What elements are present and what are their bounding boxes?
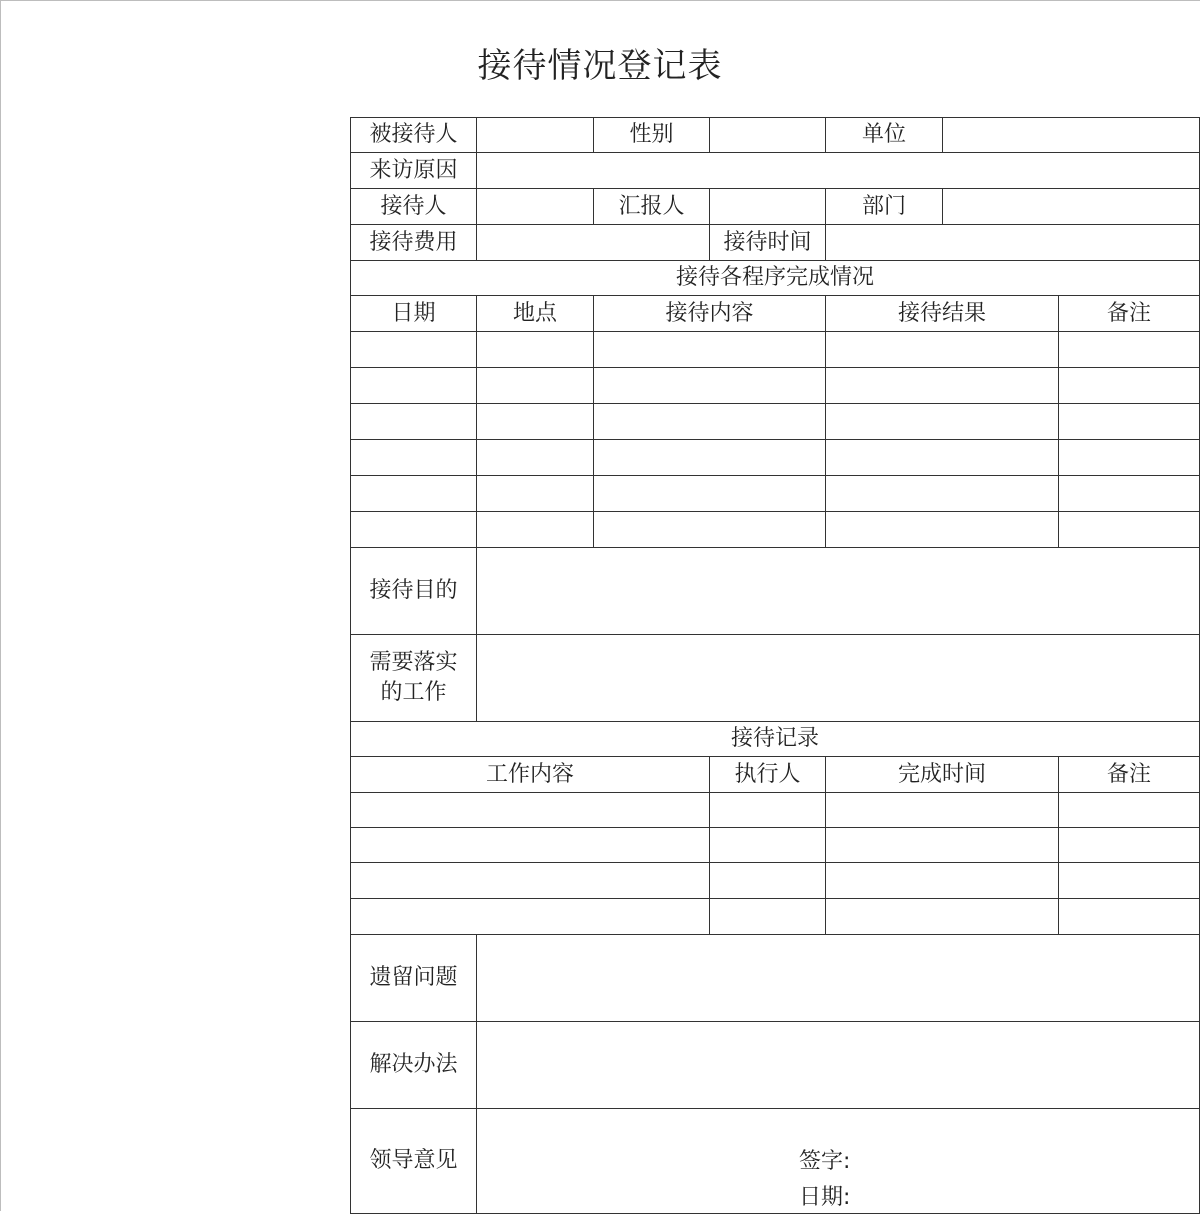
tasks-label-line2: 的工作	[380, 680, 447, 705]
record-header-completion-time: 完成时间	[826, 757, 1059, 793]
procedure-cell-notes[interactable]	[1059, 368, 1200, 404]
cost-label: 接待费用	[351, 225, 477, 261]
procedure-cell-location[interactable]	[477, 476, 594, 512]
procedure-cell-date[interactable]	[351, 440, 477, 476]
record-cell-completion-time[interactable]	[826, 899, 1059, 935]
unit-field[interactable]	[943, 118, 1200, 153]
procedure-cell-notes[interactable]	[1059, 512, 1200, 548]
tasks-field[interactable]	[477, 635, 1200, 722]
procedure-cell-date[interactable]	[351, 512, 477, 548]
procedure-header-content: 接待内容	[594, 296, 826, 332]
procedure-cell-notes[interactable]	[1059, 440, 1200, 476]
procedure-cell-content[interactable]	[594, 368, 826, 404]
record-section-title: 接待记录	[351, 722, 1200, 757]
procedure-cell-date[interactable]	[351, 332, 477, 368]
solution-label: 解决办法	[351, 1022, 477, 1109]
procedure-row	[351, 332, 1200, 368]
record-row	[351, 793, 1200, 828]
visitor-field[interactable]	[477, 118, 594, 153]
record-row	[351, 828, 1200, 863]
procedure-cell-content[interactable]	[594, 404, 826, 440]
record-cell-notes[interactable]	[1059, 828, 1200, 863]
procedure-row	[351, 476, 1200, 512]
procedure-row	[351, 512, 1200, 548]
procedure-section-title: 接待各程序完成情况	[351, 261, 1200, 296]
procedure-cell-date[interactable]	[351, 476, 477, 512]
procedure-header-date: 日期	[351, 296, 477, 332]
signature-area	[477, 1109, 1199, 1213]
procedure-cell-date[interactable]	[351, 404, 477, 440]
procedure-cell-notes[interactable]	[1059, 476, 1200, 512]
tasks-label	[351, 635, 477, 722]
record-cell-executor[interactable]	[710, 899, 826, 935]
record-header-executor: 执行人	[710, 757, 826, 793]
procedure-cell-content[interactable]	[594, 440, 826, 476]
signature-label: 签字:	[799, 1149, 851, 1174]
solution-field[interactable]	[477, 1022, 1200, 1109]
procedure-cell-content[interactable]	[594, 476, 826, 512]
procedure-header-result: 接待结果	[826, 296, 1059, 332]
procedure-cell-result[interactable]	[826, 476, 1059, 512]
purpose-label: 接待目的	[351, 548, 477, 635]
procedure-row	[351, 440, 1200, 476]
procedure-header-location: 地点	[477, 296, 594, 332]
cost-field[interactable]	[477, 225, 710, 261]
procedure-cell-content[interactable]	[594, 332, 826, 368]
reason-field[interactable]	[477, 153, 1200, 189]
reporter-field[interactable]	[710, 189, 826, 225]
department-label: 部门	[826, 189, 943, 225]
purpose-field[interactable]	[477, 548, 1200, 635]
procedure-cell-location[interactable]	[477, 404, 594, 440]
procedure-cell-date[interactable]	[351, 368, 477, 404]
receiver-label: 接待人	[351, 189, 477, 225]
procedure-cell-result[interactable]	[826, 404, 1059, 440]
record-cell-notes[interactable]	[1059, 899, 1200, 935]
record-cell-completion-time[interactable]	[826, 863, 1059, 899]
record-cell-completion-time[interactable]	[826, 828, 1059, 863]
unit-label: 单位	[826, 118, 943, 153]
form-title: 接待情况登记表	[477, 46, 723, 86]
visitor-label: 被接待人	[351, 118, 477, 153]
time-label: 接待时间	[710, 225, 826, 261]
procedure-cell-location[interactable]	[477, 440, 594, 476]
procedure-cell-result[interactable]	[826, 368, 1059, 404]
gender-label: 性别	[594, 118, 710, 153]
record-cell-notes[interactable]	[1059, 793, 1200, 828]
procedure-cell-notes[interactable]	[1059, 332, 1200, 368]
date-label: 日期:	[799, 1185, 851, 1210]
procedure-header-notes: 备注	[1059, 296, 1200, 332]
issues-field[interactable]	[477, 935, 1200, 1022]
procedure-cell-result[interactable]	[826, 332, 1059, 368]
procedure-row	[351, 404, 1200, 440]
record-header-notes: 备注	[1059, 757, 1200, 793]
record-cell-completion-time[interactable]	[826, 793, 1059, 828]
record-row	[351, 899, 1200, 935]
record-header-work: 工作内容	[351, 757, 710, 793]
issues-label: 遗留问题	[351, 935, 477, 1022]
time-field[interactable]	[826, 225, 1200, 261]
record-cell-work[interactable]	[351, 828, 710, 863]
record-cell-executor[interactable]	[710, 793, 826, 828]
tasks-label-line1: 需要落实	[369, 650, 458, 676]
leader-label: 领导意见	[351, 1109, 477, 1214]
procedure-cell-location[interactable]	[477, 512, 594, 548]
leader-opinion-field[interactable]	[477, 1109, 1200, 1214]
procedure-cell-location[interactable]	[477, 332, 594, 368]
procedure-cell-location[interactable]	[477, 368, 594, 404]
procedure-cell-result[interactable]	[826, 512, 1059, 548]
receiver-field[interactable]	[477, 189, 594, 225]
record-cell-work[interactable]	[351, 793, 710, 828]
record-cell-executor[interactable]	[710, 828, 826, 863]
record-row	[351, 863, 1200, 899]
procedure-cell-content[interactable]	[594, 512, 826, 548]
reception-form-table	[350, 117, 1200, 1214]
record-cell-notes[interactable]	[1059, 863, 1200, 899]
record-cell-executor[interactable]	[710, 863, 826, 899]
procedure-cell-notes[interactable]	[1059, 404, 1200, 440]
record-cell-work[interactable]	[351, 899, 710, 935]
department-field[interactable]	[943, 189, 1200, 225]
procedure-row	[351, 368, 1200, 404]
reason-label: 来访原因	[351, 153, 477, 189]
record-cell-work[interactable]	[351, 863, 710, 899]
procedure-cell-result[interactable]	[826, 440, 1059, 476]
reporter-label: 汇报人	[594, 189, 710, 225]
gender-field[interactable]	[710, 118, 826, 153]
